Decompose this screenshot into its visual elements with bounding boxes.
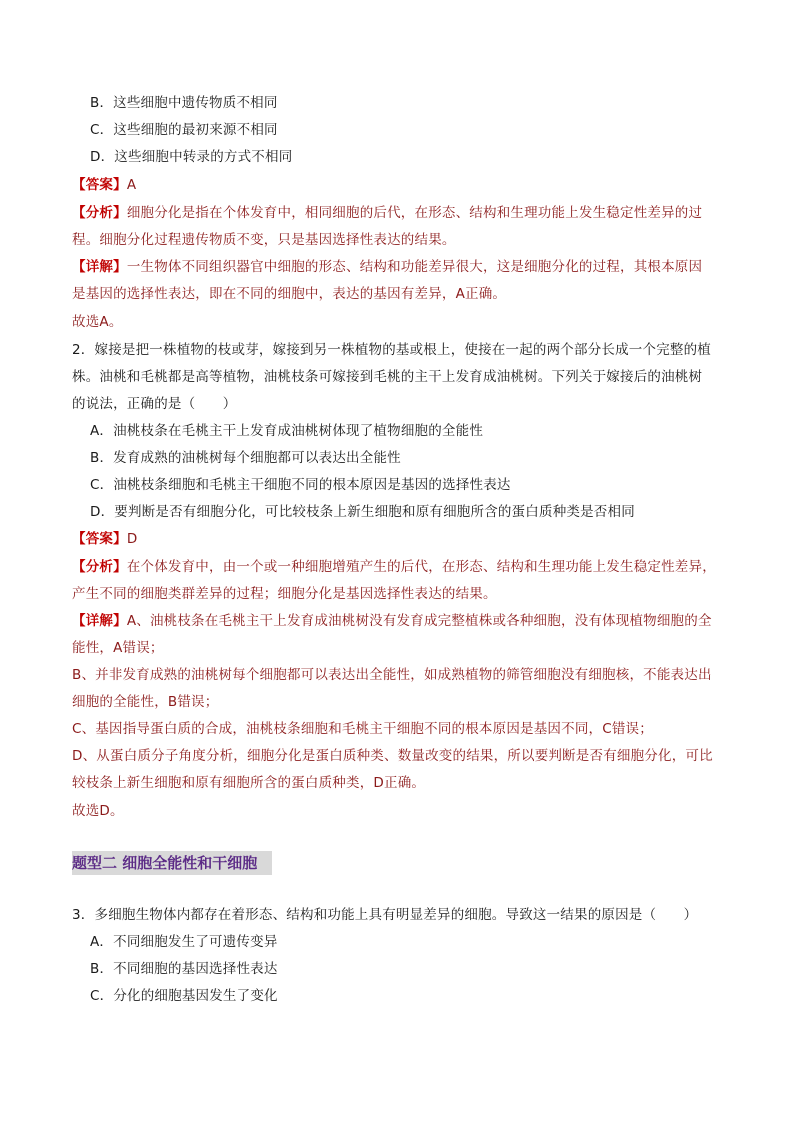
q2-detail-line-4: 细胞的全能性，B错误； bbox=[72, 694, 219, 710]
detail-text: 一生物体不同组织器官中细胞的形态、结构和功能差异很大，这是细胞分化的过程，其根本原因 bbox=[126, 259, 703, 275]
analysis-text: 细胞分化是指在个体发育中，相同细胞的后代，在形态、结构和生理功能上发生稳定性差异的过 bbox=[126, 205, 703, 221]
q1-answer bbox=[72, 175, 136, 195]
detail-tag: 【详解】 bbox=[72, 613, 127, 629]
q1-detail-line-1 bbox=[72, 257, 702, 277]
answer-value: D bbox=[126, 531, 138, 547]
q2-stem-line-1: 2．嫁接是把一株植物的枝或芽，嫁接到另一株植物的基或根上，使接在一起的两个部分长成一个完整的植 bbox=[72, 342, 711, 358]
q2-option-c: C．油桃枝条细胞和毛桃主干细胞不同的根本原因是基因的选择性表达 bbox=[90, 477, 511, 493]
detail-text: A、油桃枝条在毛桃主干上发育成油桃树没有发育成完整植株或各种细胞，没有体现植物细胞的全 bbox=[126, 613, 712, 629]
q2-option-b: B．发育成熟的油桃树每个细胞都可以表达出全能性 bbox=[90, 450, 401, 466]
q2-detail-line-1 bbox=[72, 611, 712, 631]
q2-option-a: A．油桃枝条在毛桃主干上发育成油桃树体现了植物细胞的全能性 bbox=[90, 423, 484, 439]
q2-detail-line-7: 较枝条上新生细胞和原有细胞所含的蛋白质种类，D正确。 bbox=[72, 775, 426, 791]
q1-analysis-line-1 bbox=[72, 203, 702, 223]
q2-choose: 故选D。 bbox=[72, 803, 124, 819]
q3-option-b: B．不同细胞的基因选择性表达 bbox=[90, 961, 278, 977]
q1-option-c: C．这些细胞的最初来源不相同 bbox=[90, 122, 278, 138]
q1-option-b: B．这些细胞中遗传物质不相同 bbox=[90, 95, 278, 111]
q1-option-d: D．这些细胞中转录的方式不相同 bbox=[90, 149, 293, 165]
answer-tag: 【答案】 bbox=[72, 177, 127, 193]
q2-option-d: D．要判断是否有细胞分化，可比较枝条上新生细胞和原有细胞所含的蛋白质种类是否相同 bbox=[90, 504, 635, 520]
analysis-tag: 【分析】 bbox=[72, 559, 127, 575]
q2-analysis-line-2: 产生不同的细胞类群差异的过程；细胞分化是基因选择性表达的结果。 bbox=[72, 586, 497, 602]
section-heading bbox=[72, 851, 272, 875]
q2-stem-line-2: 株。油桃和毛桃都是高等植物，油桃枝条可嫁接到毛桃的主干上发育成油桃树。下列关于嫁接后的油桃树 bbox=[72, 369, 703, 385]
q1-choose: 故选A。 bbox=[72, 314, 123, 330]
q2-analysis-line-1 bbox=[72, 557, 716, 577]
section-title: 题型二 细胞全能性和干细胞 bbox=[72, 854, 258, 872]
q2-answer bbox=[72, 529, 137, 549]
q3-option-c: C．分化的细胞基因发生了变化 bbox=[90, 988, 278, 1004]
q2-stem-line-3: 的说法，正确的是（ ） bbox=[72, 396, 237, 412]
q1-analysis-line-2: 程。细胞分化过程遗传物质不变，只是基因选择性表达的结果。 bbox=[72, 232, 456, 248]
q3-option-a: A．不同细胞发生了可遗传变异 bbox=[90, 934, 278, 950]
q2-detail-line-3: B、并非发育成熟的油桃树每个细胞都可以表达出全能性，如成熟植物的筛管细胞没有细胞核，不能表达出 bbox=[72, 667, 712, 683]
q2-detail-line-2: 能性，A错误； bbox=[72, 640, 164, 656]
analysis-tag: 【分析】 bbox=[72, 205, 127, 221]
q3-stem: 3．多细胞生物体内都存在着形态、结构和功能上具有明显差异的细胞。导致这一结果的原因是（ ） bbox=[72, 907, 698, 923]
detail-tag: 【详解】 bbox=[72, 259, 127, 275]
analysis-text: 在个体发育中，由一个或一种细胞增殖产生的后代，在形态、结构和生理功能上发生稳定性差异， bbox=[126, 559, 716, 575]
answer-tag: 【答案】 bbox=[72, 531, 127, 547]
q2-detail-line-6: D、从蛋白质分子角度分析，细胞分化是蛋白质种类、数量改变的结果，所以要判断是否有细胞分化，可比 bbox=[72, 748, 713, 764]
q2-detail-line-5: C、基因指导蛋白质的合成，油桃枝条细胞和毛桃主干细胞不同的根本原因是基因不同，C错误； bbox=[72, 721, 653, 737]
q1-detail-line-2: 是基因的选择性表达，即在不同的细胞中，表达的基因有差异，A正确。 bbox=[72, 286, 507, 302]
answer-value: A bbox=[126, 177, 137, 193]
